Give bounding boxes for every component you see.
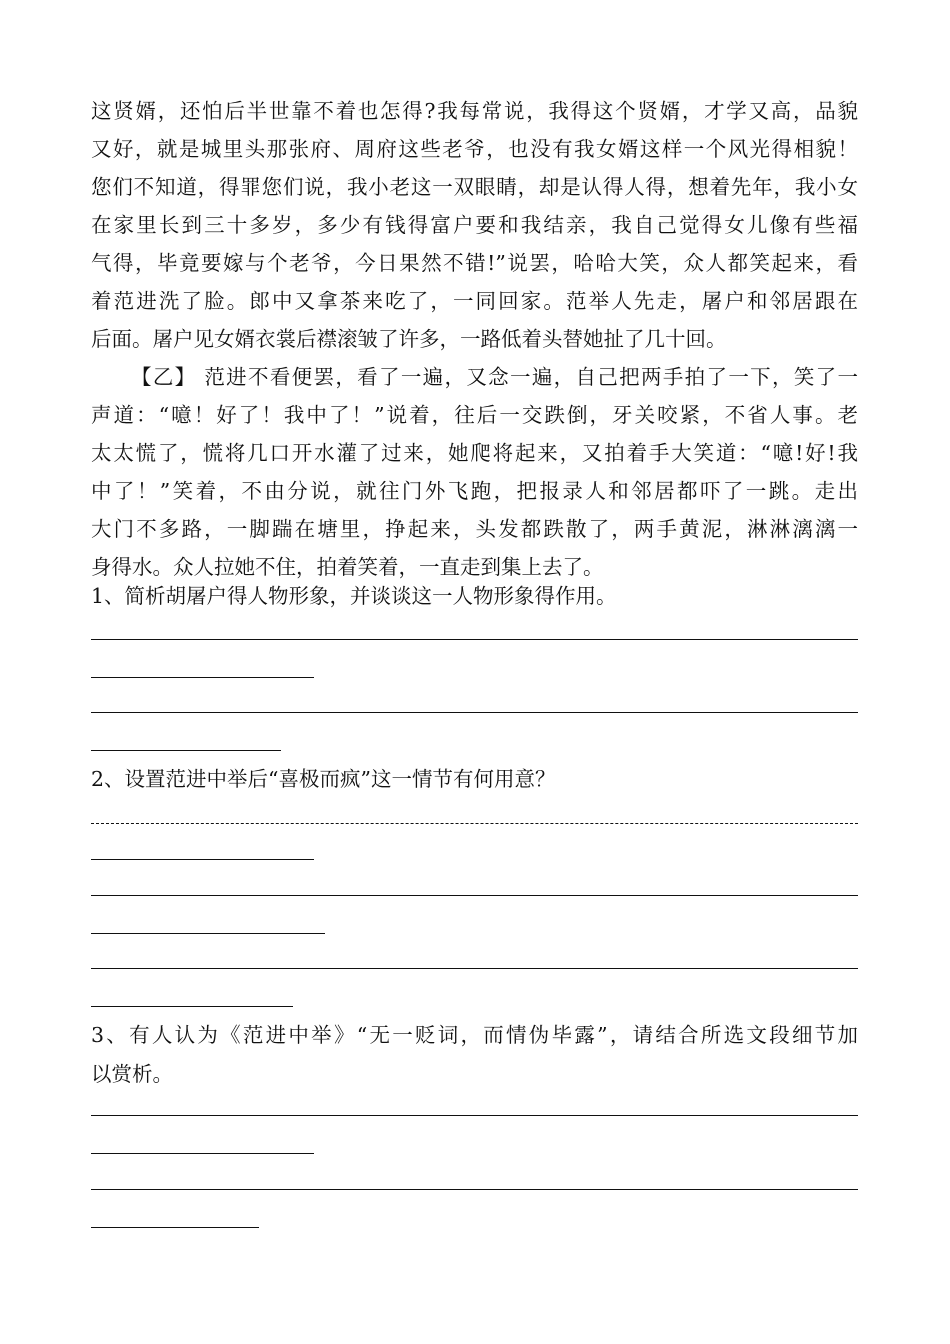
question-3-cont: 以赏析。 <box>91 1062 173 1086</box>
passage-line: 这贤婿，还怕后半世靠不着也怎得?我每常说，我得这个贤婿，才学又高，品貌 <box>91 99 858 123</box>
answer-line[interactable] <box>91 1153 314 1154</box>
answer-line[interactable] <box>91 712 858 713</box>
answer-line[interactable] <box>91 1115 858 1116</box>
answer-line[interactable] <box>91 750 281 751</box>
passage-line: 着范进洗了脸。郎中又拿茶来吃了，一同回家。范举人先走，屠户和邻居跟在 <box>91 289 858 313</box>
passage-line: 在家里长到三十多岁，多少有钱得富户要和我结亲，我自己觉得女儿像有些福 <box>91 213 858 237</box>
answer-line[interactable] <box>91 895 858 896</box>
answer-line[interactable] <box>91 1227 259 1228</box>
question-2: 2、设置范进中举后“喜极而疯”这一情节有何用意？ <box>91 767 556 791</box>
answer-line[interactable] <box>91 933 325 934</box>
answer-line[interactable] <box>91 639 858 640</box>
passage-line: 大门不多路，一脚踹在塘里，挣起来，头发都跌散了，两手黄泥，淋淋漓漓一 <box>91 517 858 541</box>
passage-line: 声道：“噫！好了！我中了！”说着，往后一交跌倒，牙关咬紧，不省人事。老 <box>91 403 858 427</box>
answer-line[interactable] <box>91 823 858 824</box>
question-3: 3、有人认为《范进中举》“无一贬词，而情伪毕露”，请结合所选文段细节加 <box>91 1023 858 1047</box>
passage-line: 身得水。众人拉她不住，拍着笑着，一直走到集上去了。 <box>91 555 604 579</box>
passage-line: 太太慌了，慌将几口开水灌了过来，她爬将起来，又拍着手大笑道：“噫!好!我 <box>91 441 858 465</box>
passage-line: 又好，就是城里头那张府、周府这些老爷，也没有我女婿这样一个风光得相貌！ <box>91 137 858 161</box>
question-1: 1、简析胡屠户得人物形象，并谈谈这一人物形象得作用。 <box>91 584 617 608</box>
passage-line: 中了！”笑着，不由分说，就往门外飞跑，把报录人和邻居都吓了一跳。走出 <box>91 479 858 503</box>
answer-line[interactable] <box>91 1189 858 1190</box>
answer-line[interactable] <box>91 968 858 969</box>
passage-line: 您们不知道，得罪您们说，我小老这一双眼睛，却是认得人得，想着先年，我小女 <box>91 175 858 199</box>
passage-line: 后面。屠户见女婿衣裳后襟滚皱了许多，一路低着头替她扯了几十回。 <box>91 327 727 351</box>
answer-line[interactable] <box>91 1006 293 1007</box>
passage-line: 气得，毕竟要嫁与个老爷，今日果然不错!”说罢，哈哈大笑，众人都笑起来，看 <box>91 251 858 275</box>
answer-line[interactable] <box>91 677 314 678</box>
answer-line[interactable] <box>91 859 314 860</box>
passage-line: 【乙】 范进不看便罢，看了一遍，又念一遍，自己把两手拍了一下，笑了一 <box>131 365 858 389</box>
